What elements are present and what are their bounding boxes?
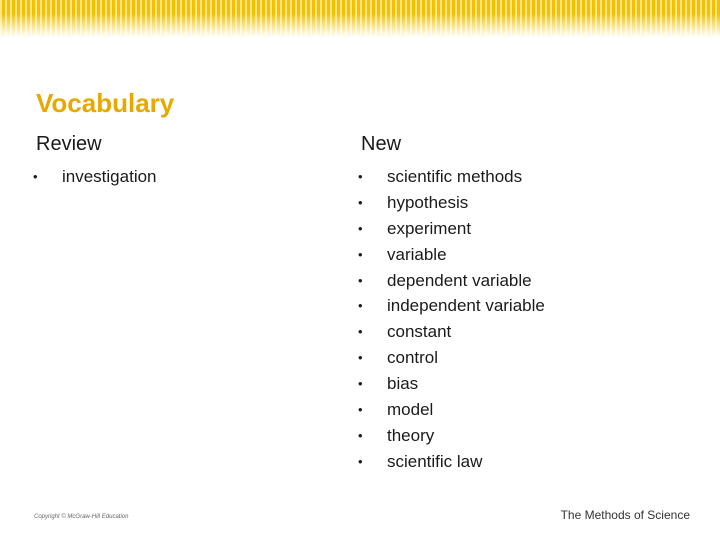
bullet-icon: •: [358, 194, 363, 210]
copyright-notice: Copyright © McGraw-Hill Education: [34, 514, 129, 520]
vocab-term: experiment: [387, 218, 472, 238]
vocab-term: bias: [387, 374, 419, 394]
new-heading: New: [361, 133, 402, 155]
bullet-icon: •: [358, 169, 363, 184]
bullet-icon: •: [358, 272, 363, 288]
vocab-term: control: [387, 348, 439, 368]
vocab-term: constant: [387, 322, 452, 342]
vocab-term: model: [387, 400, 434, 420]
bullet-icon: •: [358, 324, 363, 340]
review-heading: Review: [36, 133, 102, 155]
bullet-icon: •: [358, 402, 363, 418]
vocab-term: hypothesis: [387, 192, 469, 212]
bullet-icon: •: [358, 350, 363, 366]
bullet-icon: •: [358, 453, 363, 469]
footer-title: The Methods of Science: [560, 508, 690, 522]
bullet-icon: •: [358, 376, 363, 392]
header-band: [0, 0, 720, 38]
vocab-term: independent variable: [387, 296, 545, 316]
vocab-term: variable: [387, 244, 447, 264]
vocab-term: scientific methods: [387, 167, 523, 186]
vocab-term: scientific law: [387, 451, 483, 471]
vocab-term: theory: [387, 425, 435, 445]
bullet-icon: •: [358, 427, 363, 443]
slide-title: Vocabulary: [36, 88, 175, 118]
bullet-icon: •: [358, 220, 363, 236]
bullet-icon: •: [358, 246, 363, 262]
bullet-icon: •: [358, 298, 363, 314]
vocab-term: dependent variable: [387, 270, 532, 290]
bullet-icon: •: [33, 169, 38, 184]
vocab-term: investigation: [62, 167, 157, 186]
